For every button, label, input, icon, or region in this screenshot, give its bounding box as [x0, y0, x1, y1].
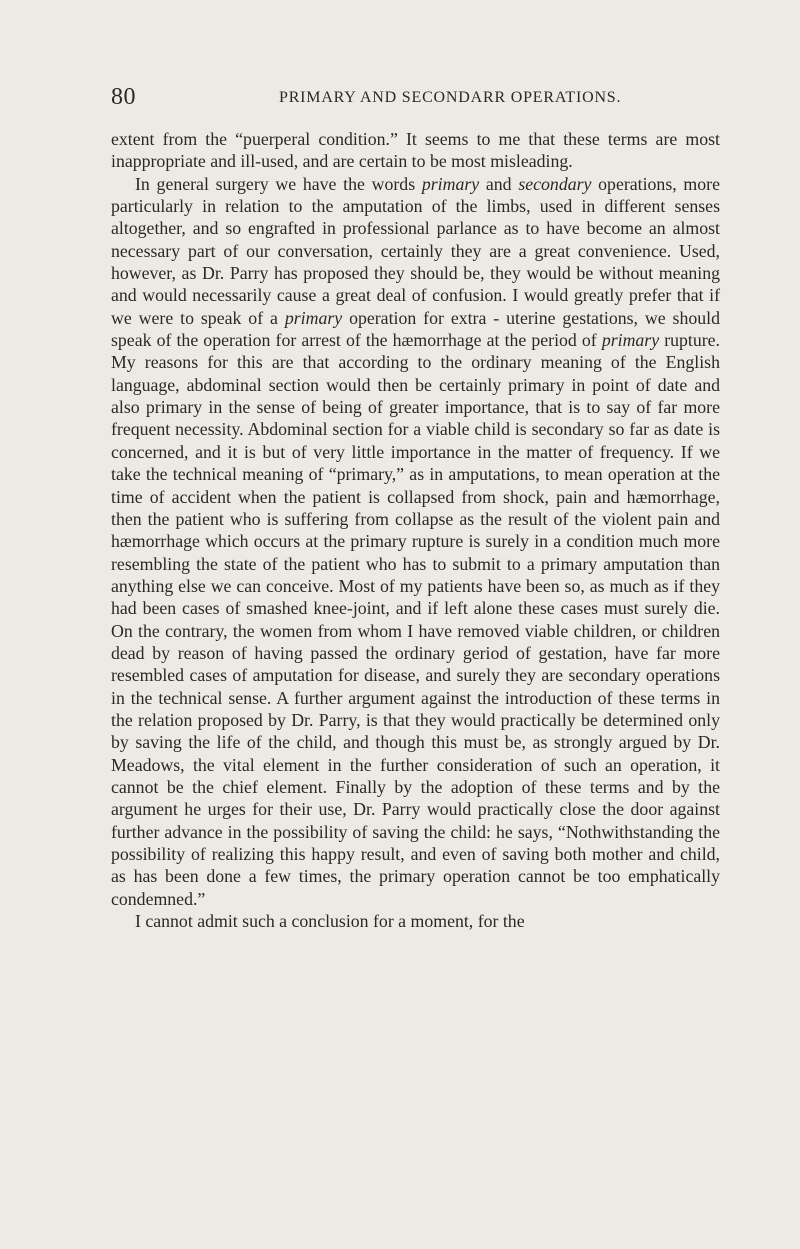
- text-span: and: [479, 173, 519, 194]
- text-span: I cannot admit such a conclusion for a moment, for the: [135, 911, 525, 932]
- italic-term: secondary: [518, 173, 592, 194]
- paragraph-3: [111, 910, 720, 932]
- italic-term: primary: [601, 330, 660, 351]
- text-span: extent from the “puerperal condition.” It seems to me that these terms are most inappropriate and ill-used, and are certain to be most misleading.: [111, 129, 720, 172]
- text-span: rupture. My reasons for this are that according to the ordinary meaning of the English language, abdominal section would then be certainly primary in point of date and also primary in the sense of being of greater importance, that is to say of far more frequent necessity. Abdominal section for a viable child is secondary so far as date is concerned, and it is but of very little importance in the matter of frequency. If we take the technical meaning of “primary,” as in amputations, to mean operation at the time of accident when the patient is collapsed from shock, pain and hæmorrhage, then the patient who is suffering from collapse as the result of the violent pain and hæmorrhage which occurs at the primary rupture is surely in a condition much more resembling the state of the patient who has to submit to a primary amputation than anything else we can conceive. Most of my patients have been so, as much as if they had been cases of smashed knee-joint, and if left alone these cases must surely die. On the contrary, the women from whom I have removed viable children, or children dead by reason of having passed the ordinary geriod of gestation, have far more resembled cases of amputation for disease, and surely they are secondary operations in the technical sense. A further argument against the introduction of these terms in the relation proposed by Dr. Parry, is that they would practically be determined only by saving the life of the child, and though this must be, as strongly argued by Dr. Meadows, the vital element in the further consideration of such an operation, it cannot be the chief element. Finally by the adoption of these terms and by the argument he urges for their use, Dr. Parry would practically close the door against further advance in the possibility of saving the child: he says, “Nothwithstanding the possibility of realizing this happy result, and even of saving both mother and child, as has been done a few times, the primary operation cannot be too emphatically condemned.”: [111, 330, 720, 909]
- italic-term: primary: [284, 307, 343, 328]
- paragraph-2: [111, 173, 720, 910]
- text-span: In general surgery we have the words: [135, 173, 422, 194]
- text-span: operation for extra - uterine gestations, we should speak of the operation for arrest of the hæmorrhage at the period of: [111, 307, 720, 351]
- running-head-title: PRIMARY AND SECONDARR OPERATIONS.: [279, 89, 622, 106]
- paragraph-1: [111, 128, 720, 173]
- text-span: operations, more particularly in relation to the amputation of the limbs, used in different senses altogether, and so engrafted in professional parlance as to have become an almost necessary part of our conversation, certainly they are a great convenience. Used, however, as Dr. Parry has proposed they should be, they would be without meaning and would necessarily cause a great deal of confusion. I would greatly prefer that if we were to speak of a: [111, 173, 720, 328]
- running-head: [111, 85, 720, 109]
- page-number: 80: [111, 84, 136, 110]
- italic-term: primary: [421, 173, 480, 194]
- body-text: [111, 128, 720, 932]
